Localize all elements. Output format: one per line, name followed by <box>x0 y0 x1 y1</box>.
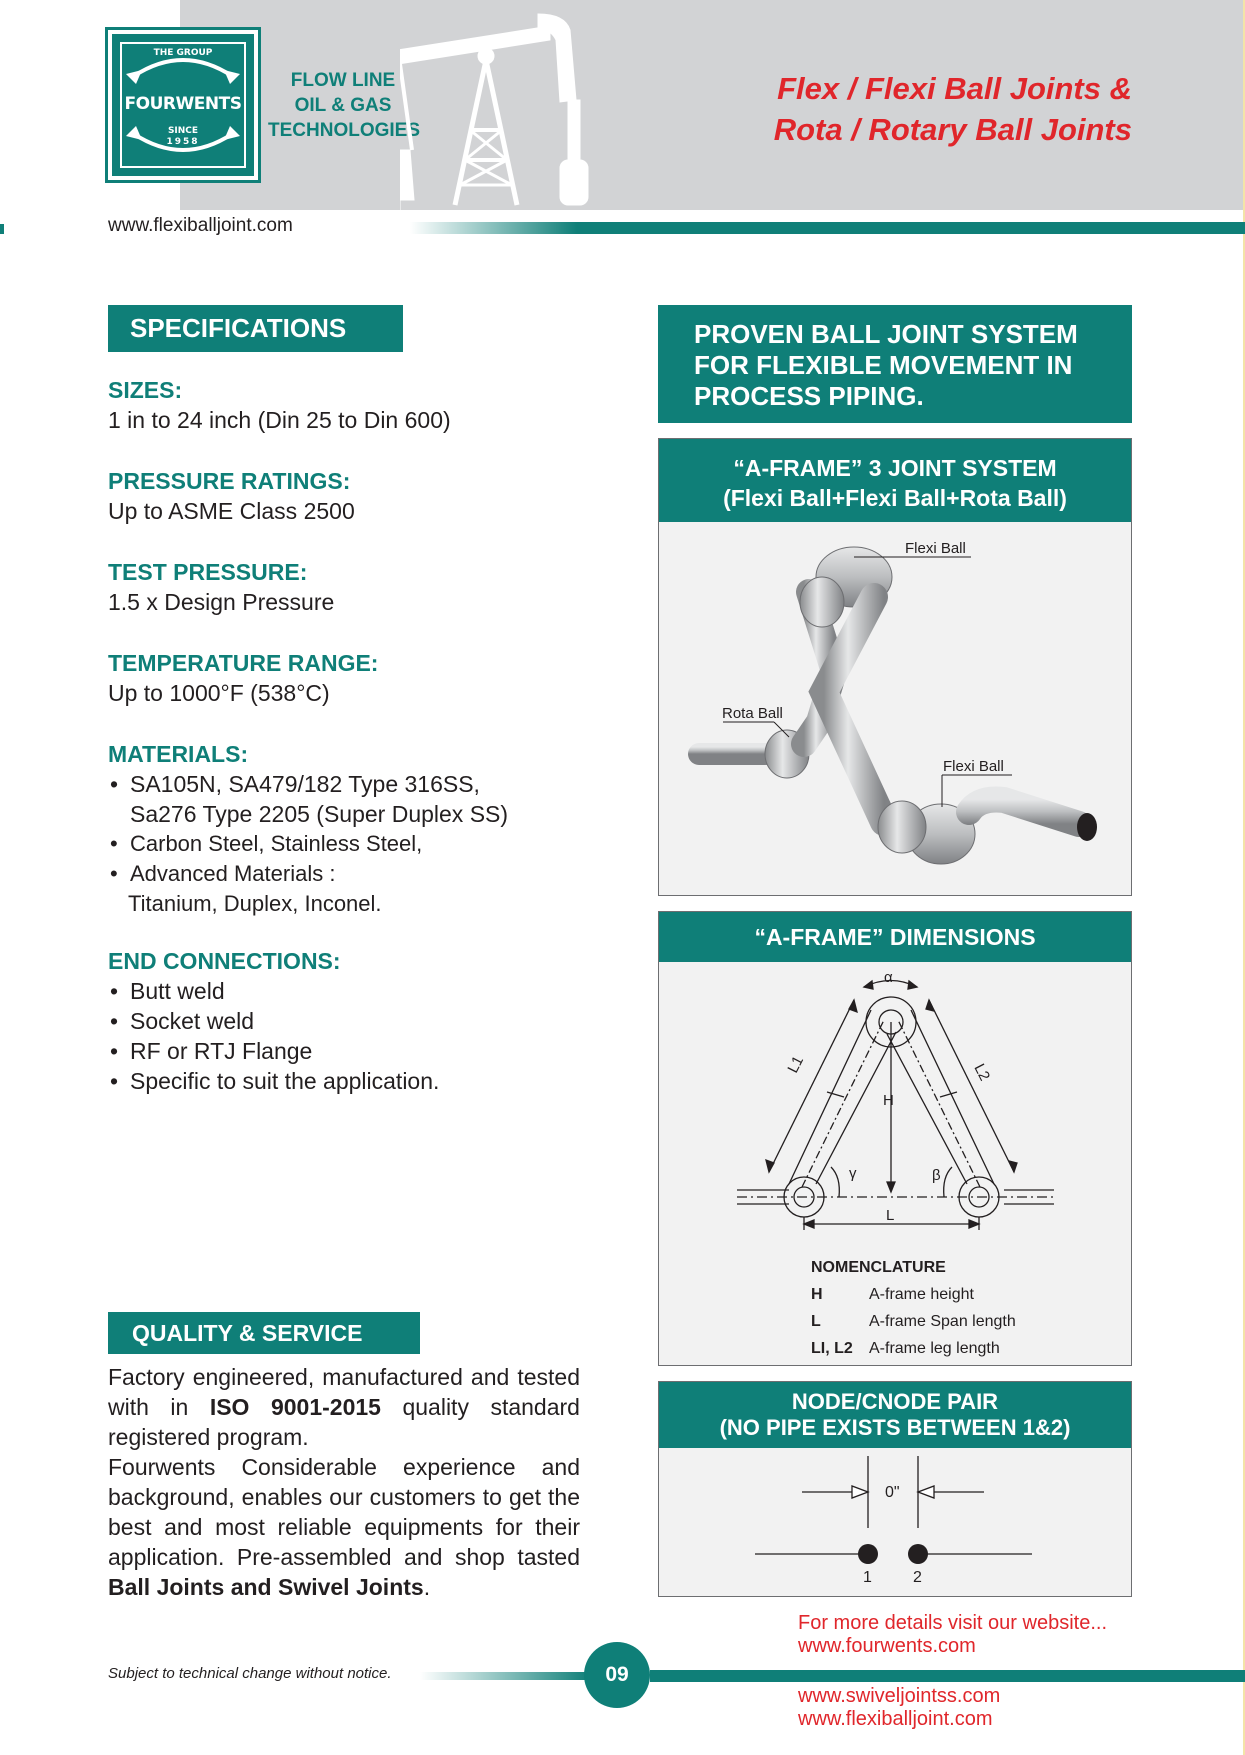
nomenclature-legend <box>811 1254 1016 1362</box>
aframe-ball-joint-illustration <box>659 522 1131 894</box>
nomenclature-row <box>811 1308 1016 1335</box>
pressure-label: PRESSURE RATINGS: <box>108 468 351 494</box>
gap-label: 0" <box>885 1484 900 1501</box>
footer-divider-right <box>650 1670 1245 1682</box>
quality-text-3: Fourwents Considerable experience and background, enables our customers to get the best and most reliable equipments for their application. Pre-assembled and shop tasted <box>108 1454 580 1570</box>
header-website-link[interactable]: www.flexiballjoint.com <box>108 215 293 236</box>
aframe-system-panel <box>658 438 1132 896</box>
nomenclature-title: NOMENCLATURE <box>811 1259 946 1276</box>
list-item: • RF or RTJ Flange <box>108 1036 628 1066</box>
logo-since-label: SINCE <box>167 126 199 136</box>
list-item: • Specific to suit the application. <box>108 1066 628 1096</box>
company-tagline <box>268 68 421 143</box>
more-details <box>798 1612 1107 1658</box>
proven-line-2: FOR FLEXIBLE MOVEMENT IN <box>694 350 1073 380</box>
node-pair-diagram <box>659 1448 1131 1596</box>
iso-standard: ISO 9001-2015 <box>209 1394 381 1420</box>
company-logo <box>108 30 258 180</box>
temperature-label: TEMPERATURE RANGE: <box>108 650 379 676</box>
node-2-marker <box>908 1544 928 1564</box>
nomenclature-key: L <box>811 1313 821 1330</box>
nomenclature-value: A-frame Span length <box>869 1313 1016 1330</box>
aframe-dimensions-panel <box>658 911 1132 1366</box>
tagline-line-1: FLOW LINE <box>290 70 396 91</box>
sizes-label: SIZES: <box>108 377 183 403</box>
spec-materials <box>108 739 628 919</box>
nomenclature-key: H <box>811 1286 823 1303</box>
node-pair-title-1: NODE/CNODE PAIR <box>791 1389 999 1414</box>
aframe-dimensions-heading: “A-FRAME” DIMENSIONS <box>659 912 1131 962</box>
label-flexi-ball-right: Flexi Ball <box>943 758 1004 775</box>
specifications-heading: SPECIFICATIONS <box>108 305 403 352</box>
quality-service-heading: QUALITY & SERVICE <box>108 1312 420 1354</box>
nomenclature-value: A-frame leg length <box>869 1340 1000 1357</box>
aframe-system-heading <box>659 439 1131 522</box>
node-pair-title-2: (NO PIPE EXISTS BETWEEN 1&2) <box>719 1415 1071 1440</box>
footer-websites <box>798 1685 1000 1731</box>
list-item: • Carbon Steel, Stainless Steel, <box>108 829 628 859</box>
nomenclature-row <box>811 1281 1016 1308</box>
nomenclature-key: LI, L2 <box>811 1340 853 1357</box>
spec-temperature <box>108 648 628 708</box>
page-title-line-2: Rota / Rotary Ball Joints <box>773 112 1132 147</box>
aframe-system-title-2: (Flexi Ball+Flexi Ball+Rota Ball) <box>723 485 1067 511</box>
pressure-value: Up to ASME Class 2500 <box>108 498 355 524</box>
label-alpha: α <box>884 969 893 986</box>
end-connections-list <box>108 976 628 1096</box>
footer-divider-left <box>420 1672 590 1680</box>
proven-line-3: PROCESS PIPING. <box>694 381 924 411</box>
label-l1: L1 <box>784 1053 808 1076</box>
label-rota-ball: Rota Ball <box>722 705 783 722</box>
materials-list <box>108 769 628 919</box>
test-pressure-label: TEST PRESSURE: <box>108 559 308 585</box>
footer-website-link[interactable]: www.flexiballjoint.com <box>798 1708 993 1730</box>
list-item: • SA105N, SA479/182 Type 316SS, <box>108 769 628 799</box>
node-1-label: 1 <box>863 1569 872 1586</box>
materials-label: MATERIALS: <box>108 741 249 767</box>
temperature-value: Up to 1000°F (538°C) <box>108 680 330 706</box>
tagline-line-3: TECHNOLOGIES <box>268 120 421 141</box>
page-title-line-1: Flex / Flexi Ball Joints & <box>777 71 1132 106</box>
spec-pressure <box>108 466 628 526</box>
label-h: H <box>883 1092 894 1109</box>
list-item: Sa276 Type 2205 (Super Duplex SS) <box>130 801 509 827</box>
logo-since-year: 1958 <box>166 137 200 147</box>
more-details-text: For more details visit our website... <box>798 1612 1107 1634</box>
quality-text-4: . <box>423 1574 431 1600</box>
tagline-line-2: OIL & GAS <box>294 95 392 116</box>
end-connections-label: END CONNECTIONS: <box>108 948 341 974</box>
page-title <box>690 68 1132 150</box>
quality-text-1: Factory engineered, manufactured and tested with in <box>108 1364 580 1420</box>
node-2-label: 2 <box>913 1569 922 1586</box>
disclaimer-note: Subject to technical change without notice. <box>108 1665 392 1682</box>
label-gamma: γ <box>849 1165 857 1182</box>
logo-since-text <box>112 126 254 148</box>
spec-sizes <box>108 375 628 435</box>
label-flexi-ball-top: Flexi Ball <box>905 540 966 557</box>
list-item: • Socket weld <box>108 1006 628 1036</box>
proven-line-1: PROVEN BALL JOINT SYSTEM <box>694 319 1078 349</box>
test-pressure-value: 1.5 x Design Pressure <box>108 589 335 615</box>
spec-end-connections <box>108 946 628 1096</box>
node-1-marker <box>858 1544 878 1564</box>
ball-swivel-joints: Ball Joints and Swivel Joints <box>108 1574 424 1600</box>
nomenclature-value: A-frame height <box>869 1286 974 1303</box>
aframe-dimension-diagram <box>659 962 1131 1262</box>
left-margin-tick <box>0 224 4 234</box>
logo-brand-text: FOURWENTS <box>124 94 242 114</box>
quality-text-2: quality standard registered program. <box>108 1394 580 1450</box>
sizes-value: 1 in to 24 inch (Din 25 to Din 600) <box>108 407 451 433</box>
node-pair-panel <box>658 1381 1132 1597</box>
label-beta: β <box>932 1167 941 1184</box>
footer-website-link[interactable]: www.swiveljointss.com <box>798 1685 1001 1707</box>
aframe-system-title-1: “A-FRAME” 3 JOINT SYSTEM <box>733 455 1057 481</box>
list-item: • Butt weld <box>108 976 628 1006</box>
label-l2: L2 <box>970 1061 994 1084</box>
footer-website-link[interactable]: www.fourwents.com <box>798 1635 976 1657</box>
proven-system-banner <box>658 305 1132 423</box>
oil-pump-jack-illustration <box>400 0 620 210</box>
label-l: L <box>886 1207 895 1224</box>
node-pair-heading <box>659 1382 1131 1448</box>
header-divider <box>410 222 1245 234</box>
list-item: Titanium, Duplex, Inconel. <box>128 891 382 916</box>
quality-service-text <box>108 1362 580 1602</box>
spec-test-pressure <box>108 557 628 617</box>
page-number: 09 <box>584 1642 650 1708</box>
nomenclature-row <box>811 1335 1016 1362</box>
logo-group-text: THE GROUP <box>153 48 213 58</box>
list-item: • Advanced Materials : <box>108 859 628 889</box>
